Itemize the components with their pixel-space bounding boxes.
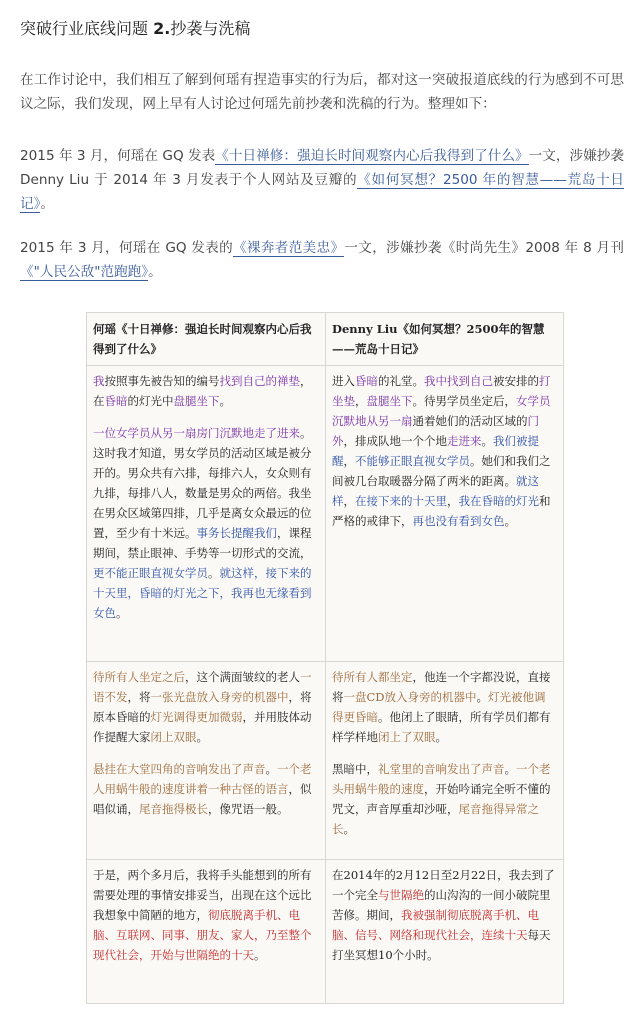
table-column-he-yao xyxy=(87,313,324,1003)
text-segment: 灯光调得更加微弱 xyxy=(150,710,243,724)
text-segment: ，在 xyxy=(93,374,312,408)
text-segment: 通着她们的活动区域的 xyxy=(412,414,528,428)
text-segment: 闭上了双眼 xyxy=(378,730,436,744)
text-segment: 按照事先被告知的编号 xyxy=(104,374,220,388)
text-segment: 。 xyxy=(343,822,355,836)
text-segment: ，课程期间，禁止眼神、手势等一切形式的交流， xyxy=(93,526,312,560)
text-segment: ，他连一个字都没说，直接将 xyxy=(332,670,551,704)
text-segment: 一个老人用蜗牛般的速度讲着一种古怪的语言 xyxy=(93,762,312,796)
table-header-left: 何瑶《十日禅修：强迫长时间观察内心后我得到了什么》 xyxy=(93,322,312,356)
text-segment: 女学员沉默地从另一扇 xyxy=(332,394,551,428)
article-link-how-to-meditate[interactable]: 《如何冥想？2500 年的智慧——荒岛十日记》 xyxy=(20,172,624,212)
text-segment: 一个老头用蜗牛般的速度 xyxy=(332,762,551,796)
text-segment: 。 xyxy=(265,762,277,776)
table-cell-row3-left xyxy=(87,859,324,971)
text-segment: 。 xyxy=(219,394,231,408)
text-segment: 。 xyxy=(504,762,516,776)
table-cell-row1-right xyxy=(326,365,563,537)
text-segment: 。 xyxy=(481,434,493,448)
text-segment: 。她们和我们之间被几台取暖器分隔了两米的距离。 xyxy=(332,454,551,488)
text-segment: 就这样，接下来的十天里，昏暗的灯光之下，我再也无缘看到女色 xyxy=(93,566,312,620)
text-segment: 一位女学员从另一扇房门沉默地走了进来 xyxy=(93,426,300,440)
article-link-streaker-fan-meizhong[interactable]: 《裸奔者范美忠》 xyxy=(233,240,345,256)
text-segment: 事务长提醒我们 xyxy=(196,526,277,540)
text-segment: 一张光盘放入身旁的机器中 xyxy=(150,690,289,704)
text-segment: 彻底脱离手机、电脑、互联网、同事、朋友、家人，乃至整个现代社会，开始与世隔绝的十天 xyxy=(93,908,312,962)
text-segment: 每天打坐冥想10个小时。 xyxy=(332,928,551,962)
article-link-public-enemy-fan-paopao[interactable]: 《"人民公敌"范跑跑》 xyxy=(20,264,149,280)
text-segment: 我被强制彻底脱离手机、电脑、信号、网络和现代社会，连续十天 xyxy=(332,908,539,942)
table-cell-row2-left xyxy=(87,661,324,825)
text-segment: 更不能正眼直视女学员 xyxy=(93,566,208,580)
comparison-table xyxy=(86,312,564,1004)
text-segment: 待所有人坐定之后 xyxy=(93,670,185,684)
table-divider xyxy=(87,661,563,662)
text-segment: 盘腿坐下 xyxy=(173,394,220,408)
text-segment: 昏暗 xyxy=(355,374,378,388)
text-segment: 。 xyxy=(476,690,489,704)
text-segment: ，这个满面皱纹的老人 xyxy=(185,670,300,684)
text-segment: 门外 xyxy=(332,414,539,448)
text-segment: 。 xyxy=(435,730,447,744)
page-title: 突破行业底线问题 2.抄袭与洗稿 xyxy=(20,19,251,38)
text-segment: ，开始吟诵完全听不懂的咒文，声音厚重却沙哑， xyxy=(332,782,551,816)
text-segment: 就这样 xyxy=(332,474,539,508)
text-segment: 被安排的 xyxy=(493,374,539,388)
text-segment: 在2014年的2月12日至2月22日，我去到了一个完全 xyxy=(332,868,555,902)
text-segment: 于是，两个多月后，我将手头能想到的所有需要处理的事情安排妥当，出现在这个远比我想象中简陋的地方， xyxy=(93,868,312,922)
table-cell-row3-right xyxy=(326,859,563,971)
text-segment: 一盘CD放入身旁的机器中 xyxy=(343,690,477,704)
text-segment: 我在昏暗的灯光 xyxy=(458,494,539,508)
table-column-denny-liu xyxy=(325,313,563,1003)
paragraph-1: 2015 年 3 月，何瑶在 GQ 发表《十日禅修：强迫长时间观察内心后我得到了什么》一文，涉嫌抄袭 Denny Liu 于 2014 年 3 月发表于个人网站及豆瓣的《如何冥想？2500 年的智慧——荒岛十日记》。 xyxy=(20,148,624,212)
text-segment: 找到自己的禅垫 xyxy=(219,374,300,388)
text-segment: 。 xyxy=(208,566,220,580)
text-segment: 不能够正眼直视女学员 xyxy=(355,454,470,468)
text-segment: 一语不发 xyxy=(93,670,312,704)
text-segment: 灯光被他调得更昏暗 xyxy=(332,690,546,724)
text-segment: ，排成队地一个个地 xyxy=(343,434,447,448)
table-divider xyxy=(87,859,563,860)
text-segment: 和严格的戒律下， xyxy=(332,494,551,528)
text-segment: ， xyxy=(343,494,355,508)
text-segment: ， xyxy=(355,394,367,408)
text-segment: 悬挂在大堂四角的音响发出了声音 xyxy=(93,762,266,776)
text-segment: ，似唱似诵， xyxy=(93,782,312,816)
table-divider xyxy=(87,365,563,366)
text-segment: ，将原本昏暗的 xyxy=(93,690,312,724)
text-segment: ， xyxy=(447,494,459,508)
text-segment: 打坐垫 xyxy=(332,374,551,408)
text-segment: 与世隔绝 xyxy=(378,888,424,902)
text-segment: 的灯光中 xyxy=(127,394,174,408)
text-segment: 我 xyxy=(93,374,105,388)
table-header-right: Denny Liu《如何冥想？2500年的智慧——荒岛十日记》 xyxy=(332,322,545,356)
paragraph-2: 2015 年 3 月，何瑶在 GQ 发表的《裸奔者范美忠》一文，涉嫌抄袭《时尚先生》2008 年 8 月刊《"人民公敌"范跑跑》。 xyxy=(20,240,624,280)
text-segment: 尾音拖得极长 xyxy=(139,802,208,816)
text-segment: 再也没有看到女色 xyxy=(412,514,505,528)
text-segment: ，像咒语一般。 xyxy=(208,802,289,816)
table-cell-row1-left xyxy=(87,365,324,629)
text-segment: 走进来 xyxy=(447,434,482,448)
text-segment: 。 xyxy=(196,730,208,744)
text-segment: 礼堂里的音响发出了声音 xyxy=(378,762,505,776)
intro-paragraph: 在工作讨论中，我们相互了解到何瑶有捏造事实的行为后，都对这一突破报道底线的行为感到不可思议之际，我们发现，网上早有人讨论过何瑶先前抄袭和洗稿的行为。整理如下： xyxy=(20,72,624,112)
text-segment: 待所有人都坐定 xyxy=(332,670,413,684)
text-segment: 昏暗 xyxy=(104,394,128,408)
text-segment: 黑暗中， xyxy=(332,762,378,776)
text-segment: 尾音拖得异常之长 xyxy=(332,802,539,836)
text-segment: 盘腿坐下 xyxy=(366,394,413,408)
table-cell-row2-right xyxy=(326,661,563,845)
text-segment: 的山沟沟的一间小破院里苦修。期间， xyxy=(332,888,551,922)
text-segment: ， xyxy=(343,454,355,468)
text-segment: 。他闭上了眼睛，所有学员们都有样学样地 xyxy=(332,710,551,744)
text-segment: ，将 xyxy=(127,690,151,704)
text-segment: 我中找到自己 xyxy=(424,374,493,388)
text-segment: 我们被提醒 xyxy=(332,434,539,468)
text-segment: ，并用肢体动作提醒大家 xyxy=(93,710,312,744)
text-segment: 。这时我才知道，男女学员的活动区域是被分开的。男众共有六排，每排六人，女众则有九排，每排八人，数量是男众的两倍。我坐在男众区域第四排，几乎是离女众最远的位置，至少有十米远。 xyxy=(93,426,312,540)
text-segment: 的礼堂。 xyxy=(378,374,424,388)
text-segment: 进入 xyxy=(332,374,355,388)
article-link-ten-day-meditation[interactable]: 《十日禅修：强迫长时间观察内心后我得到了什么》 xyxy=(215,148,529,164)
text-segment: 在接下来的十天里 xyxy=(355,494,447,508)
text-segment: 。 xyxy=(116,606,128,620)
text-segment: 。 xyxy=(504,514,516,528)
text-segment: 闭上双眼 xyxy=(150,730,197,744)
text-segment: 。 xyxy=(254,948,266,962)
text-segment: 。待男学员坐定后， xyxy=(412,394,516,408)
